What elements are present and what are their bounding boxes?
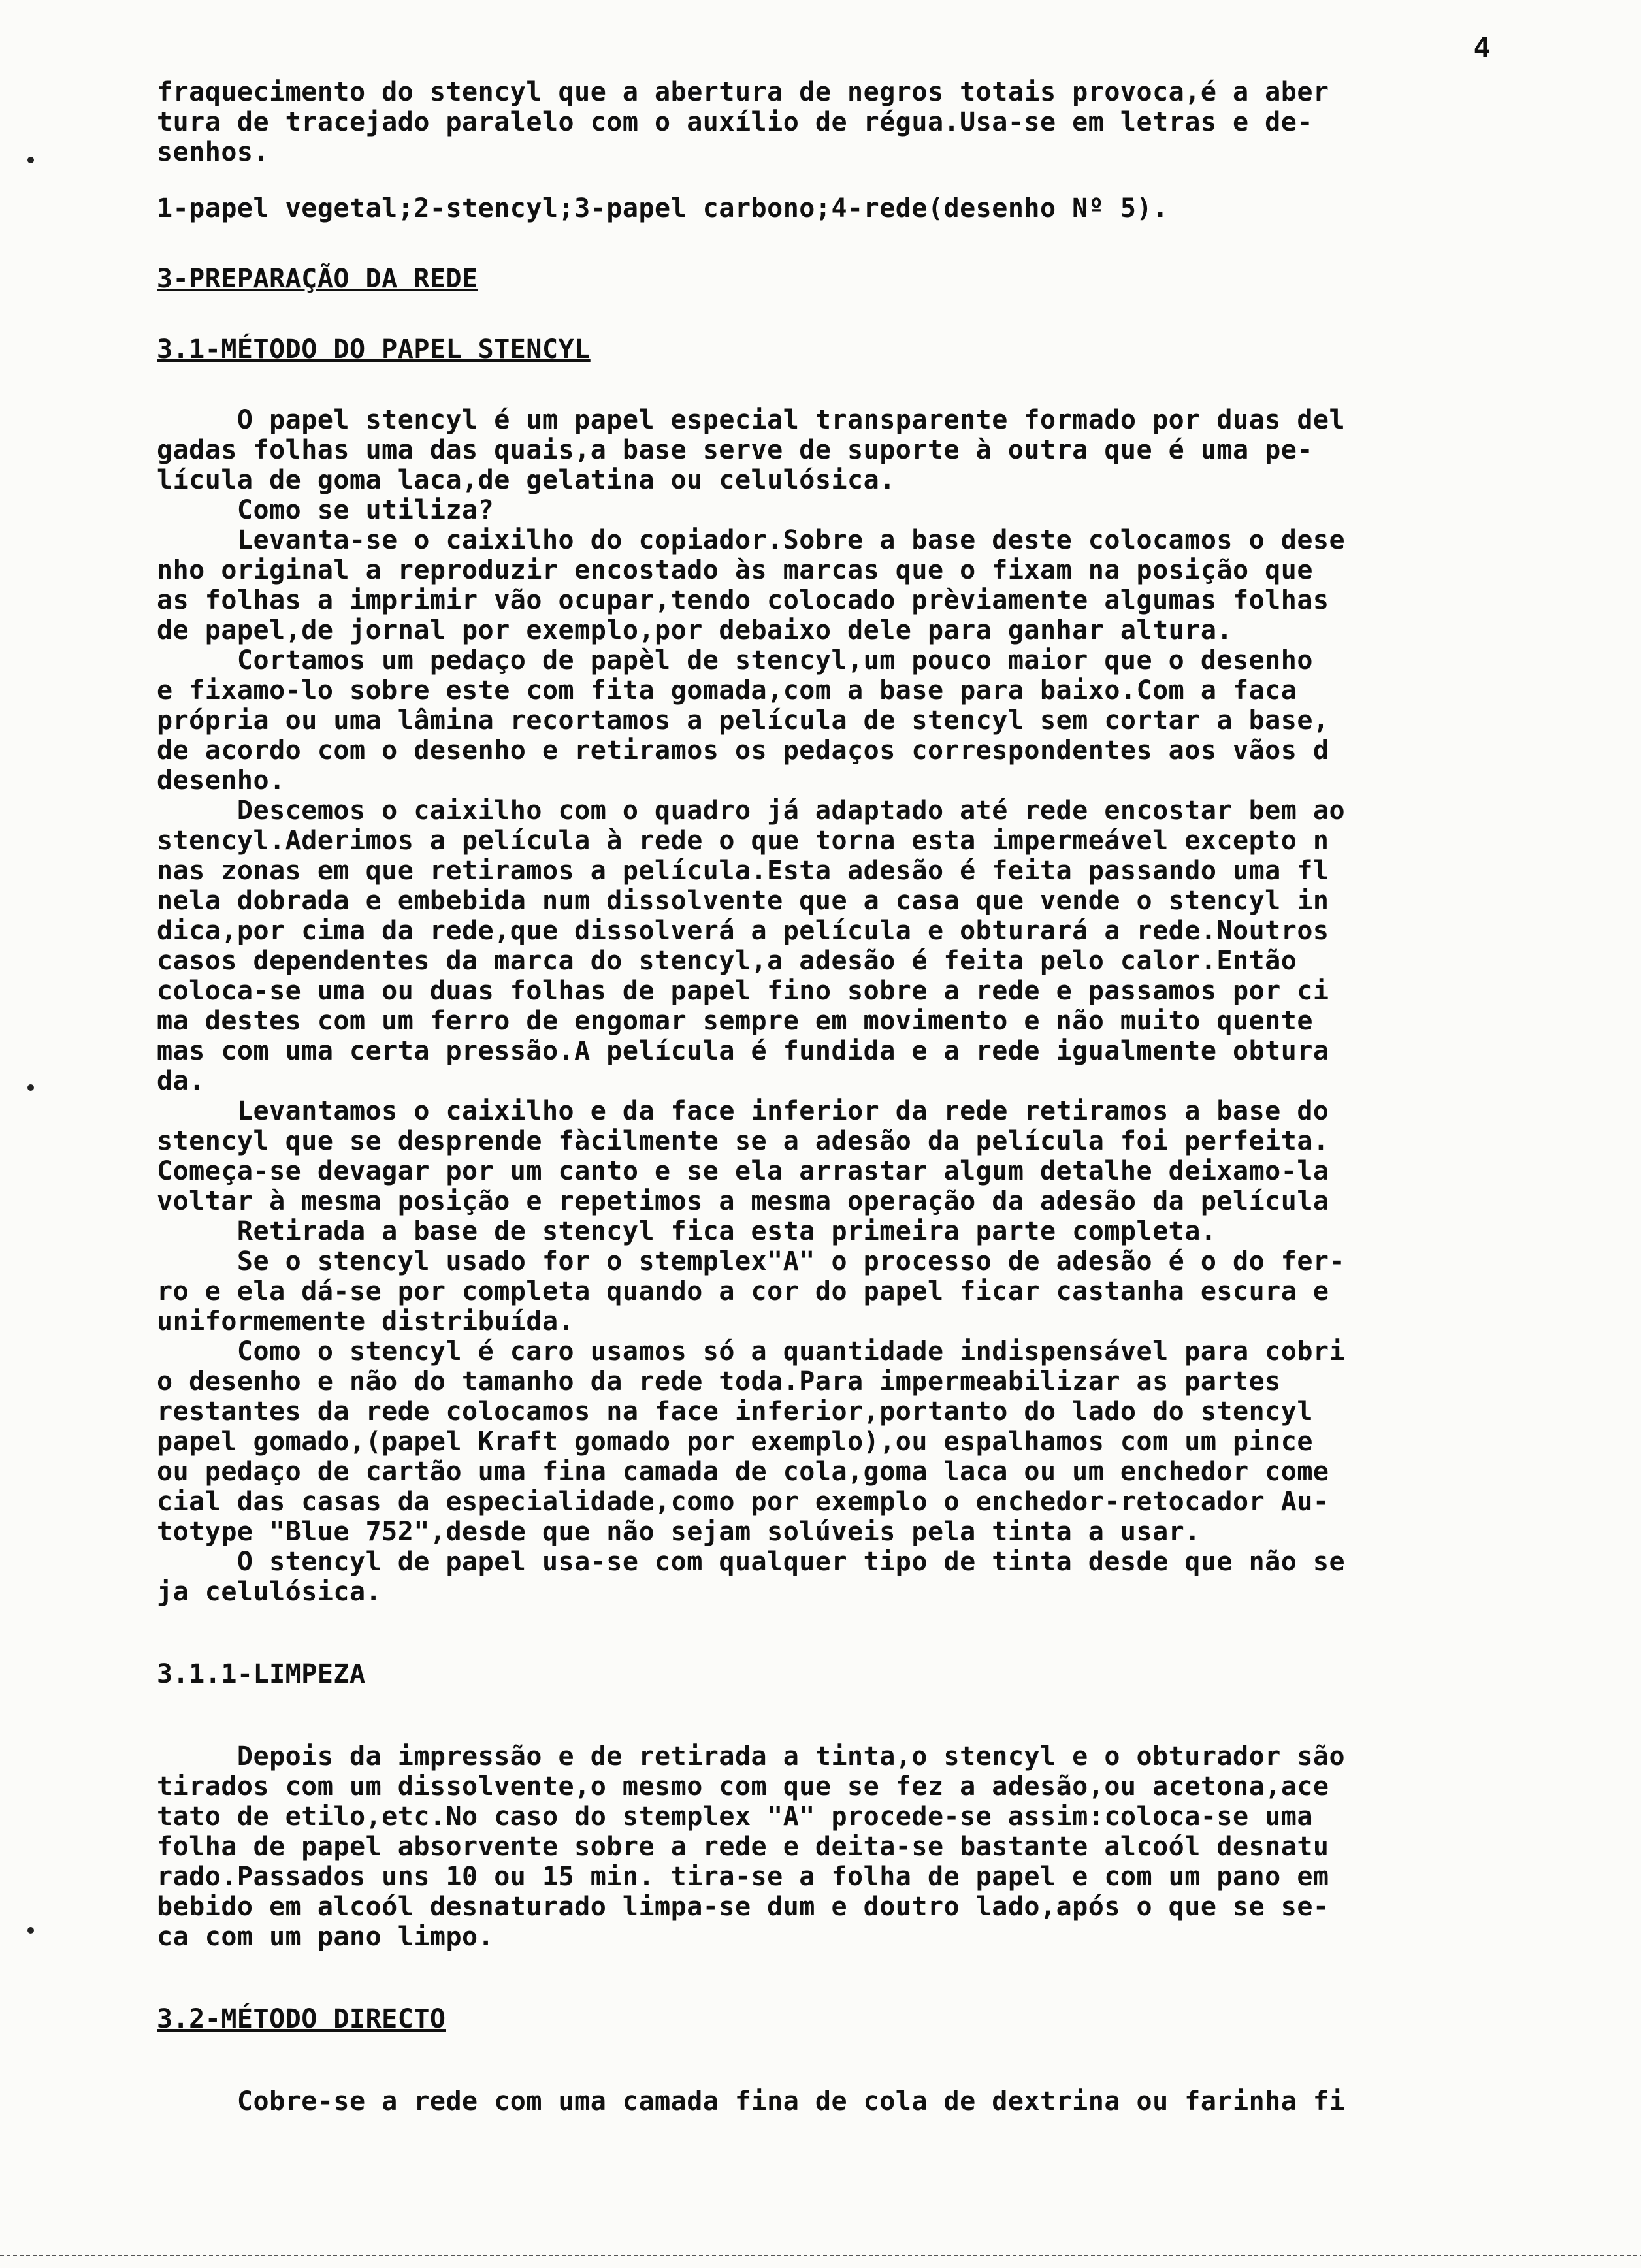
text-line: cial das casas da especialidade,como por exemplo o enchedor-retocador Au-	[157, 1487, 1329, 1517]
section-metodo-papel-stencyl	[157, 405, 1581, 1607]
text-line: mas com uma certa pressão.A película é fundida e a rede igualmente obtura	[157, 1036, 1329, 1066]
heading-preparacao-da-rede: 3-PREPARAÇÃO DA REDE	[157, 264, 478, 294]
text-line: de papel,de jornal por exemplo,por debaixo dele para ganhar altura.	[157, 615, 1233, 645]
text-line: de acordo com o desenho e retiramos os pedaços correspondentes aos vãos d	[157, 736, 1329, 766]
text-line: restantes da rede colocamos na face inferior,portanto do lado do stencyl	[157, 1397, 1313, 1427]
text-line: ma destes com um ferro de engomar sempre em movimento e não muito quente	[157, 1006, 1313, 1036]
text-line: folha de papel absorvente sobre a rede e deita-se bastante alcoól desnatu	[157, 1832, 1329, 1862]
text-line: Cobre-se a rede com uma camada fina de cola de dextrina ou farinha fi	[157, 2086, 1346, 2116]
text-line: ou pedaço de cartão uma fina camada de cola,goma laca ou um enchedor come	[157, 1457, 1329, 1487]
text-line: desenho.	[157, 766, 285, 796]
text-line: ca com um pano limpo.	[157, 1922, 495, 1952]
section-limpeza	[157, 1742, 1581, 1952]
text-line: rado.Passados uns 10 ou 15 min. tira-se a folha de papel e com um pano em	[157, 1862, 1329, 1892]
text-line: nho original a reproduzir encostado às marcas que o fixam na posição que	[157, 555, 1313, 585]
text-line: nas zonas em que retiramos a película.Esta adesão é feita passando uma fl	[157, 856, 1329, 886]
text-line: Começa-se devagar por um canto e se ela arrastar algum detalhe deixamo-la	[157, 1156, 1329, 1186]
text-line: Depois da impressão e de retirada a tinta,o stencyl e o obturador são	[157, 1742, 1346, 1772]
list-line: 1-papel vegetal;2-stencyl;3-papel carbono;4-rede(desenho Nº 5).	[157, 193, 1169, 223]
text-line: Como o stencyl é caro usamos só a quantidade indispensável para cobri	[157, 1336, 1346, 1367]
text-line: voltar à mesma posição e repetimos a mesma operação da adesão da película	[157, 1186, 1329, 1216]
text-line: uniformemente distribuída.	[157, 1306, 575, 1336]
text-line: da.	[157, 1066, 205, 1096]
text-line: tato de etilo,etc.No caso do stemplex "A" procede-se assim:coloca-se uma	[157, 1802, 1313, 1832]
text-line: casos dependentes da marca do stencyl,a adesão é feita pelo calor.Então	[157, 946, 1297, 976]
page-bottom-edge	[0, 2255, 1641, 2256]
section-metodo-directo	[157, 2086, 1581, 2116]
text-line: bebido em alcoól desnaturado limpa-se dum e doutro lado,após o que se se-	[157, 1892, 1329, 1922]
intro-paragraph	[157, 77, 1581, 167]
heading-limpeza: 3.1.1-LIMPEZA	[157, 1659, 366, 1689]
text-line: Retirada a base de stencyl fica esta primeira parte completa.	[157, 1216, 1217, 1246]
text-line: tirados com um dissolvente,o mesmo com que se fez a adesão,ou acetona,ace	[157, 1772, 1329, 1802]
text-line: fraquecimento do stencyl que a abertura de negros totais provoca,é a aber	[157, 77, 1329, 107]
binding-hole-mark	[27, 1084, 34, 1091]
text-line: Levantamos o caixilho e da face inferior da rede retiramos a base do	[157, 1096, 1329, 1126]
text-line: stencyl que se desprende fàcilmente se a adesão da película foi perfeita.	[157, 1126, 1329, 1156]
text-line: papel gomado,(papel Kraft gomado por exemplo),ou espalhamos com um pince	[157, 1427, 1313, 1457]
text-line: dica,por cima da rede,que dissolverá a película e obturará a rede.Noutros	[157, 916, 1329, 946]
text-line: própria ou uma lâmina recortamos a película de stencyl sem cortar a base,	[157, 705, 1329, 736]
heading-metodo-directo: 3.2-MÉTODO DIRECTO	[157, 2004, 446, 2034]
text-line: o desenho e não do tamanho da rede toda.Para impermeabilizar as partes	[157, 1367, 1281, 1397]
text-line: senhos.	[157, 137, 270, 167]
text-line: ro e ela dá-se por completa quando a cor do papel ficar castanha escura e	[157, 1276, 1329, 1306]
text-line: ja celulósica.	[157, 1577, 382, 1607]
heading-metodo-papel-stencyl: 3.1-MÉTODO DO PAPEL STENCYL	[157, 334, 591, 364]
text-line: O papel stencyl é um papel especial transparente formado por duas del	[157, 405, 1346, 435]
text-line: coloca-se uma ou duas folhas de papel fino sobre a rede e passamos por ci	[157, 976, 1329, 1006]
binding-hole-mark	[27, 157, 34, 163]
text-line: gadas folhas uma das quais,a base serve de suporte à outra que é uma pe-	[157, 435, 1313, 465]
text-line: Levanta-se o caixilho do copiador.Sobre a base deste colocamos o dese	[157, 525, 1346, 555]
text-line: lícula de goma laca,de gelatina ou celulósica.	[157, 465, 896, 495]
text-line: nela dobrada e embebida num dissolvente que a casa que vende o stencyl in	[157, 886, 1329, 916]
binding-hole-mark	[27, 1927, 34, 1934]
text-line: O stencyl de papel usa-se com qualquer tipo de tinta desde que não se	[157, 1547, 1346, 1577]
text-line: Cortamos um pedaço de papèl de stencyl,um pouco maior que o desenho	[157, 645, 1313, 675]
text-line: e fixamo-lo sobre este com fita gomada,com a base para baixo.Com a faca	[157, 675, 1297, 705]
text-line: Descemos o caixilho com o quadro já adaptado até rede encostar bem ao	[157, 796, 1346, 826]
text-line: totype "Blue 752",desde que não sejam solúveis pela tinta a usar.	[157, 1517, 1201, 1547]
text-line: Se o stencyl usado for o stemplex"A" o processo de adesão é o do fer-	[157, 1246, 1346, 1276]
page-body	[157, 77, 1581, 2116]
text-line: tura de tracejado paralelo com o auxílio de régua.Usa-se em letras e de-	[157, 107, 1313, 137]
page-number: 4	[1473, 31, 1491, 65]
text-line: Como se utiliza?	[157, 495, 495, 525]
text-line: as folhas a imprimir vão ocupar,tendo colocado prèviamente algumas folhas	[157, 585, 1329, 615]
text-line: stencyl.Aderimos a película à rede o que torna esta impermeável excepto n	[157, 826, 1329, 856]
